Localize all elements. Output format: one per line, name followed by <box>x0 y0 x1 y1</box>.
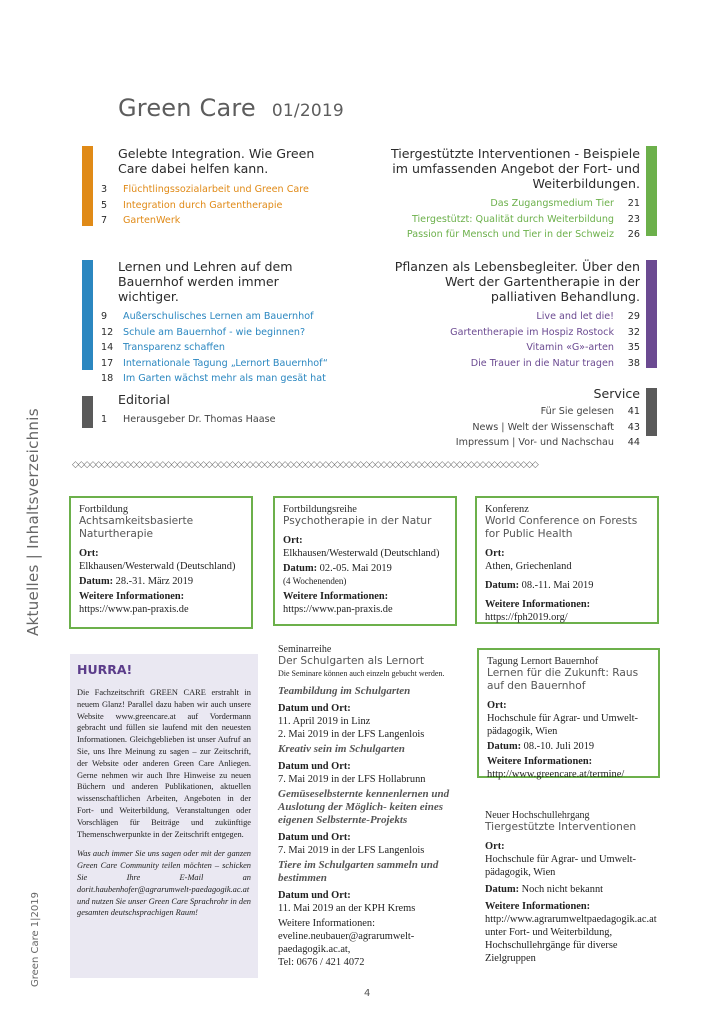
event-name: Tiergestützte Interventionen <box>485 821 637 833</box>
toc-item[interactable]: Vitamin «G»-arten 35 <box>526 342 640 353</box>
event-name: World Conference on Forests for Public Health <box>485 515 638 540</box>
ort-label: Ort: <box>485 548 505 559</box>
toc-item[interactable]: Live and let die! 29 <box>536 311 640 322</box>
toc-section-editorial <box>101 392 341 428</box>
info-label: Weitere Informationen: <box>485 901 591 912</box>
event-name: Psychotherapie in der Natur <box>283 515 432 527</box>
info-label: Weitere Informationen: <box>283 591 389 602</box>
section-bar-green <box>646 146 657 236</box>
toc-section-integration <box>101 146 341 229</box>
seminar-title: Tiere im Schulgarten sammeln und bestimmen <box>278 859 439 884</box>
datum-row: Datum: 08.-10. Juli 2019 <box>487 741 595 752</box>
info-link[interactable]: http://www.agrarumweltpaedagogik.ac.at <box>485 914 657 925</box>
seminar-line: 7. Mai 2019 in der LFS Hollabrunn <box>278 774 426 785</box>
toc-item[interactable]: Das Zugangsmedium Tier 21 <box>490 198 640 209</box>
seminar-line: 11. April 2019 in Linz <box>278 716 371 727</box>
seminar-title: Teambildung im Schulgarten <box>278 685 411 697</box>
event-box-fortbildungsreihe <box>273 496 457 626</box>
toc-item[interactable]: 12 Schule am Bauernhof - wie beginnen? <box>101 326 306 338</box>
section-heading: Tiergestützte Interventionen - Beispiele im umfassenden Angebot der Fort- und Weiterbildungen. <box>390 146 640 191</box>
toc-item[interactable]: News | Welt der Wissenschaft 43 <box>472 421 640 433</box>
seminar-series <box>278 644 458 969</box>
ort-label: Ort: <box>485 841 505 852</box>
toc-item[interactable]: 9 Außerschulisches Lernen am Bauernhof <box>101 311 314 322</box>
toc-item[interactable]: Für Sie gelesen 41 <box>540 406 640 417</box>
section-bar-darkgray <box>646 388 657 436</box>
seminar-title: Kreativ sein im Schulgarten <box>278 743 405 755</box>
toc-item[interactable]: 18 Im Garten wächst mehr als man gesät hat <box>101 373 326 384</box>
hurra-title: HURRA! <box>77 662 133 677</box>
event-name: Lernen für die Zukunft: Raus auf den Bauernhof <box>487 667 639 692</box>
toc-item[interactable]: 1 Herausgeber Dr. Thomas Haase <box>101 414 276 425</box>
ort-value: Hochschule für Agrar- und Umwelt-pädagogik, Wien <box>485 854 636 878</box>
datum-note: (4 Wochenenden) <box>283 576 347 586</box>
datum-ort-label: Datum und Ort: <box>278 890 351 901</box>
section-heading: Pflanzen als Lebensbegleiter. Über den Wert der Gartentherapie in der palliativen Behandlung. <box>394 259 640 304</box>
toc-section-tiergestuetzt <box>360 146 640 243</box>
ort-value: Elkhausen/Westerwald (Deutschland) <box>79 561 236 572</box>
toc-section-pflanzen <box>360 259 640 371</box>
toc-item[interactable]: Die Trauer in die Natur tragen 38 <box>470 357 640 369</box>
info-label: Weitere Informationen: <box>487 756 593 767</box>
contact-label: Weitere Informationen: <box>278 918 375 929</box>
datum-row: Datum: 02.-05. Mai 2019 <box>283 563 392 574</box>
hurra-paragraph: Die Fachzeitschrift GREEN CARE erstrahlt in neuem Glanz! Parallel dazu haben wir auch unsere Website www.greencare.at auf Vordermann gebracht und füllen sie laufend mit den neuesten Informationen. Gleichgeblieben ist unser Aufruf an Sie, uns Ihre Meinung zu sagen – zur Zeitschrift, der Website oder anderen Green Care Anliegen. Gerne nehmen wir auch Ihre Hinweise zu neuen Büchern und anderen Publikationen, aktuellen wissenschaftlichen Arbeiten, Angeboten in der Fort- und Weiterbildung, Veranstaltungen oder Vorschlägen für Beiträge und zukünftige Themenschwerpunkte in der Zeitschrift entgegen. <box>77 688 251 839</box>
datum-ort-label: Datum und Ort: <box>278 761 351 772</box>
contact-line[interactable]: paedagogik.ac.at, <box>278 944 351 955</box>
diamond-divider: ◇◇◇◇◇◇◇◇◇◇◇◇◇◇◇◇◇◇◇◇◇◇◇◇◇◇◇◇◇◇◇◇◇◇◇◇◇◇◇◇◇◇◇◇◇◇◇◇◇◇◇◇◇◇◇◇◇◇◇◇◇◇◇◇◇◇◇◇◇◇◇◇◇◇◇◇◇◇◇◇ <box>72 460 538 470</box>
datum-row: Datum: 08.-11. Mai 2019 <box>485 580 594 591</box>
datum-row: Datum: 28.-31. März 2019 <box>79 576 194 587</box>
contact-line[interactable]: eveline.neubauer@agrarumwelt- <box>278 931 415 942</box>
event-hochschullehrgang <box>485 810 660 965</box>
toc-item[interactable]: Impressum | Vor- und Nachschau 44 <box>455 437 640 448</box>
side-footer: Green Care 1|2019 <box>30 892 41 987</box>
event-box-konferenz <box>475 496 659 624</box>
section-bar-blue <box>82 260 93 370</box>
datum-row: Datum: Noch nicht bekannt <box>485 884 604 895</box>
ort-label: Ort: <box>487 700 507 711</box>
toc-section-service <box>360 386 640 451</box>
event-kind: Fortbildungsreihe <box>283 504 357 515</box>
toc-item[interactable]: 14 Transparenz schaffen <box>101 342 225 353</box>
section-heading: Service <box>593 386 640 401</box>
event-box-tagung <box>477 648 660 778</box>
section-heading: Lernen und Lehren auf dem Bauernhof werden immer wichtiger. <box>118 259 293 304</box>
seminar-line: 2. Mai 2019 in der LFS Langenlois <box>278 729 425 740</box>
ort-label: Ort: <box>283 535 303 546</box>
ort-value: Athen, Griechenland <box>485 561 572 572</box>
section-heading: Editorial <box>118 392 170 407</box>
section-bar-gray <box>82 396 93 428</box>
magazine-title <box>118 94 344 122</box>
issue-number: 01/2019 <box>271 101 344 121</box>
info-label: Weitere Informationen: <box>79 591 185 602</box>
ort-value: Elkhausen/Westerwald (Deutschland) <box>283 548 440 559</box>
info-link[interactable]: https://www.pan-praxis.de <box>79 604 189 615</box>
info-label: Weitere Informationen: <box>485 599 591 610</box>
event-kind: Fortbildung <box>79 504 129 515</box>
section-bar-purple <box>646 260 657 368</box>
toc-item[interactable]: Tiergestützt: Qualität durch Weiterbildung 23 <box>411 213 640 225</box>
seminar-name: Der Schulgarten als Lernort <box>278 655 425 667</box>
toc-item[interactable]: Passion für Mensch und Tier in der Schweiz 26 <box>406 229 640 240</box>
toc-section-bauernhof <box>101 259 341 387</box>
seminar-kind: Seminarreihe <box>278 644 332 655</box>
section-bar-orange <box>82 146 93 226</box>
side-label: Aktuelles | Inhaltsverzeichnis <box>24 408 42 636</box>
info-link[interactable]: https://fph2019.org/ <box>485 612 568 623</box>
ort-value: Hochschule für Agrar- und Umwelt-pädagogik, Wien <box>487 713 638 737</box>
event-box-fortbildung <box>69 496 253 629</box>
event-kind: Neuer Hochschullehrgang <box>485 810 590 821</box>
toc-item[interactable]: 3 Flüchtlingssozialarbeit und Green Care <box>101 184 309 195</box>
toc-item[interactable]: Gartentherapie im Hospiz Rostock 32 <box>450 326 640 338</box>
contact-phone: Tel: 0676 / 421 4072 <box>278 957 365 968</box>
ort-label: Ort: <box>79 548 99 559</box>
event-kind: Konferenz <box>485 504 529 515</box>
toc-item[interactable]: 7 GartenWerk <box>101 215 181 226</box>
toc-item[interactable]: 17 Internationale Tagung „Lernort Bauernhof“ <box>101 357 328 369</box>
seminar-title: Gemüseselbsternte kennenlernen und Auslotung der Möglich- keiten eines eigenen Selbsternte-Projekts <box>278 788 450 826</box>
info-link[interactable]: http://www.greencare.at/termine/ <box>487 769 625 780</box>
page-number: 4 <box>364 988 371 999</box>
info-note: unter Fort- und Weiterbildung, Hochschullehrgänge für diverse Zielgruppen <box>485 927 618 964</box>
seminar-note: Die Seminare können auch einzeln gebucht werden. <box>278 669 445 678</box>
event-kind: Tagung Lernort Bauernhof <box>487 656 599 667</box>
title-text: Green Care <box>118 94 256 122</box>
hurra-box <box>70 654 258 978</box>
seminar-line: 7. Mai 2019 in der LFS Langenlois <box>278 845 425 856</box>
datum-ort-label: Datum und Ort: <box>278 703 351 714</box>
hurra-paragraph-italic: Was auch immer Sie uns sagen oder mit der ganzen Green Care Community teilen möchten – schicken Sie Ihre E-Mail an dorit.haubenhofer@agrarumwelt-paedagogik.ac.at und nutzen Sie unser Green Care Sprachrohr in den gesamten deutschsprachigen Raum! <box>77 849 251 918</box>
info-link[interactable]: https://www.pan-praxis.de <box>283 604 393 615</box>
toc-item[interactable]: 5 Integration durch Gartentherapie <box>101 199 283 211</box>
section-heading: Gelebte Integration. Wie Green Care dabei helfen kann. <box>118 146 315 176</box>
seminar-line: 11. Mai 2019 an der KPH Krems <box>278 903 416 914</box>
datum-ort-label: Datum und Ort: <box>278 832 351 843</box>
event-name: Achtsamkeitsbasierte Naturtherapie <box>79 515 194 540</box>
